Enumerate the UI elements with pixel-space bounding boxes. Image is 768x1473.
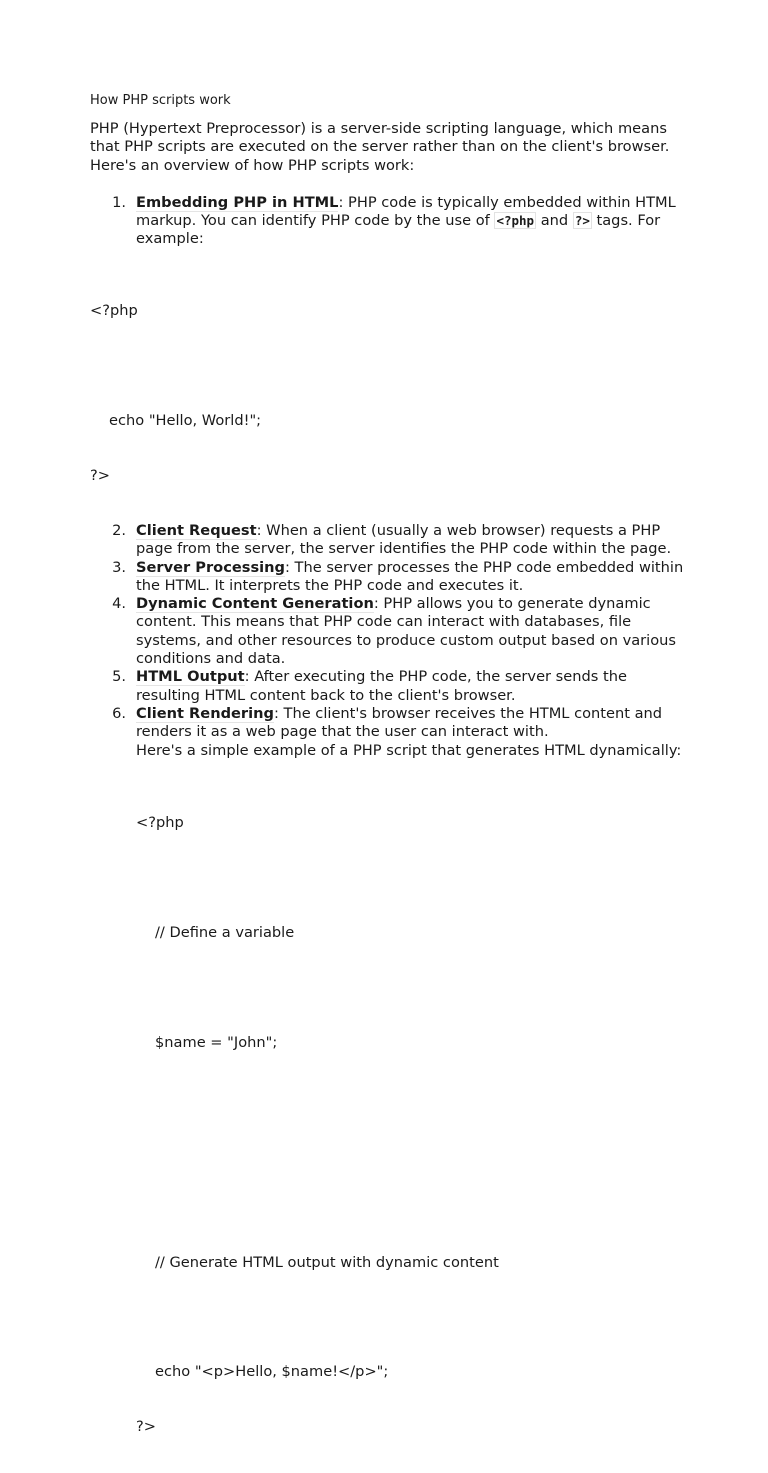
code-line: echo "Hello, World!"; [109,412,262,430]
example-intro: Here's a simple example of a PHP script that generates HTML dynamically: [136,741,682,759]
code-line: ?> [136,1418,156,1436]
step-text: tags. For example: [136,212,661,248]
list-number: 6. [112,704,126,722]
list-item [90,705,690,1473]
document-page [90,92,690,1473]
code-line: <?php [136,814,184,832]
step-term: Embedding PHP in HTML [136,193,339,211]
steps-list [90,194,690,249]
code-line: <?php [90,302,138,320]
inline-code-open-tag: <?php [496,213,535,229]
step-term: Client Request [136,521,257,539]
list-item [90,595,690,668]
code-line-blank [136,979,690,997]
code-line-blank [136,1308,690,1326]
step-text: and [536,212,573,230]
step-text: : PHP code is typically embedded within HTML markup. You can identify PHP code by the use of [136,193,676,230]
step-text: : PHP allows you to generate dynamic content. This means that PHP code can interact with databases, file systems, and other resources to produce custom output based on various conditions and data. [136,595,677,668]
document-title: How PHP scripts work [90,93,231,108]
step-term: Dynamic Content Generation [136,595,374,613]
list-number: 3. [112,558,126,576]
code-line: ?> [90,467,110,485]
code-line: $name = "John"; [155,1033,278,1051]
step-text: : After executing the PHP code, the server sends the resulting HTML content back to the client's browser. [136,668,627,704]
list-item [90,668,690,705]
list-item [90,522,690,559]
step-text: : The server processes the PHP code embedded within the HTML. It interprets the PHP code and executes it. [136,558,684,594]
code-line-blank [136,869,690,887]
list-number: 2. [112,521,126,539]
code-example-2 [136,778,690,1473]
code-line: echo "<p>Hello, $name!</p>"; [155,1363,389,1381]
code-example-1 [90,266,690,522]
code-line-blank [136,1089,690,1107]
list-number: 5. [112,668,126,686]
step-term: Server Processing [136,558,285,576]
list-item [90,559,690,596]
code-line-blank [90,357,690,375]
list-number: 4. [112,595,126,613]
step-text: : When a client (usually a web browser) requests a PHP page from the server, the server identifies the PHP code within the page. [136,521,672,558]
list-item [90,194,690,249]
code-line: // Generate HTML output with dynamic content [155,1253,499,1271]
step-text: : The client's browser receives the HTML content and renders it as a web page that the user can interact with. [136,704,663,741]
code-line: // Define a variable [155,924,295,942]
step-term: Client Rendering [136,704,274,722]
list-number: 1. [112,193,126,211]
code-line-blank [136,1144,690,1162]
intro-paragraph: PHP (Hypertext Preprocessor) is a server-side scripting language, which means that PHP scripts are executed on the server rather than on the client's browser. Here's an overview of how PHP scripts work: [90,120,670,174]
code-line-blank [136,1199,690,1217]
inline-code-close-tag: ?> [574,213,590,229]
step-term: HTML Output [136,668,245,686]
steps-list-continued [90,522,690,1473]
